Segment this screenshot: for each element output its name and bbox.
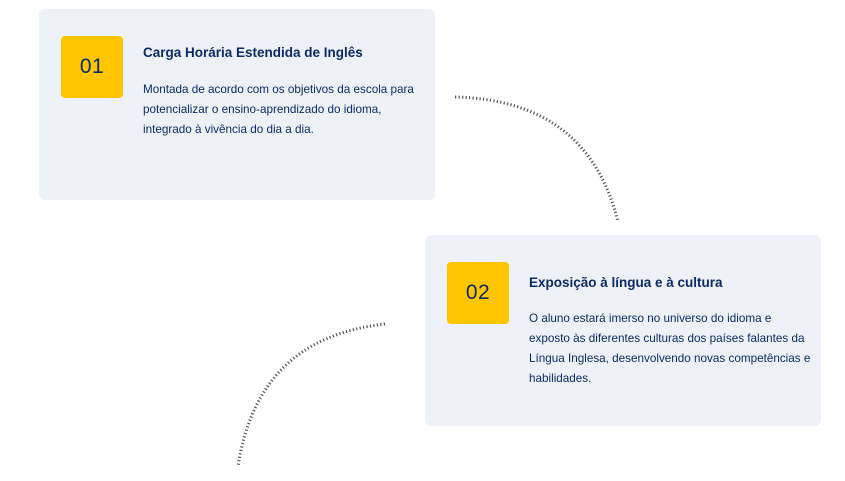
step-title: Carga Horária Estendida de Inglês (143, 45, 363, 60)
dotted-connector-1-to-2 (455, 97, 618, 222)
step-title: Exposição à língua e à cultura (529, 275, 723, 290)
step-description: O aluno estará imerso no universo do idioma e exposto às diferentes culturas dos países falantes da Língua Inglesa, desenvolvendo novas competências e habilidades. (529, 312, 811, 385)
step-card-2 (425, 235, 821, 426)
step-number-badge: 01 (61, 36, 123, 98)
step-description: Montada de acordo com os objetivos da escola para potencializar o ensino-aprendizado do idioma, integrado à vivência do dia a dia. (143, 83, 414, 136)
dotted-connector-2-to-3 (238, 324, 385, 467)
step-number-badge: 02 (447, 262, 509, 324)
step-card-1 (39, 9, 435, 200)
